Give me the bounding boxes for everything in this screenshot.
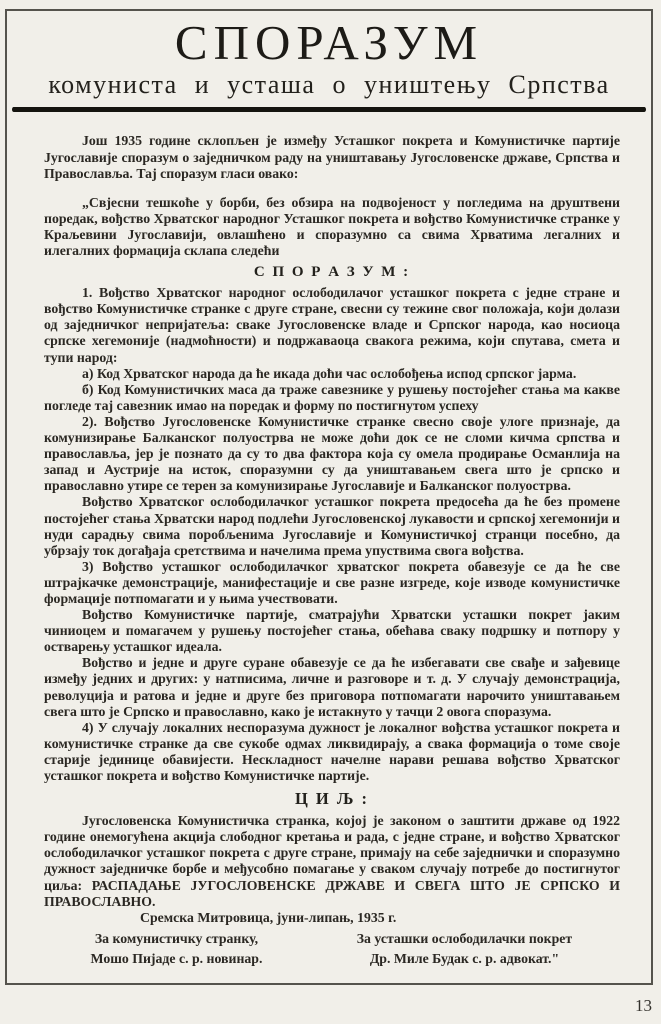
goal-paragraph: Југословенска Комунистичка странка, којој је законом о заштити државе од 1922 године онемогућена акција слободног кретања и рада, с једне стране, и вођство Хрватског ослободилачког усташког покрета с друге стране, примају на себе заједнички и споразумно дужност заједничке борбе и међусобно помагање у сваком случају потребе до постигнутог циља: РАСПАДАЊЕ ЈУГОСЛОВЕНСКЕ ДРЖАВЕ И СВЕГА ШТО ЈЕ СРПСКО И ПРАВОСЛАВНО. <box>44 813 620 909</box>
signature-right-name: Др. Миле Будак с. р. адвокат." <box>369 950 560 966</box>
agreement-point-4: 4) У случају локалних неспоразума дужност је локалног вођства усташког покрета и комунистичке странке да све сукобе одмах ликвидирају, а свака формација о томе своје старије јединице обавијести. Нескладност начелне нарави решава вођство Хрватског усташког покрета и вођство Комунистичке партије. <box>44 719 620 783</box>
goal-heading: Ц И Љ : <box>294 789 370 809</box>
agreement-mutual-obligation: Вођство и једне и друге суране обавезује се да ће избегавати све свађе и зађевице између једних и других: у натписима, личне и разговоре и т. д. У случају демонстрација, револуција и ратова и једне и друге без приговора потпомагати нарочито уништавањем свега што је Српско и православно, како је истакнуто у тачци 2 овога споразума. <box>44 655 620 719</box>
signature-right-party: За усташки ослободилачки покрет <box>356 930 573 946</box>
signature-communist-party <box>44 929 309 969</box>
intro-paragraph-1: Још 1935 године склопљен је између Усташког покрета и Комунистичке партије Југославије споразум о заједничком раду на уништавању Југословенске државе, Српства и Православља. Тај споразум гласи овако: <box>44 133 620 181</box>
page-number: 13 <box>635 996 652 1015</box>
agreement-point-3: 3) Вођство усташког ослободилачког хрватског покрета обавезује се да ће све штрајкачке демонстрације, манифестације и све разне изгреде, које изводе комунистичке формације потпомагати и у њима учествовати. <box>44 558 620 606</box>
document-frame <box>5 9 653 985</box>
agreement-point-2-addendum: Вођство Хрватског ослободилачког усташког покрета предосећа да ће без промене постојећег стања Хрватски народ подлећи Југословенској лукавости и српској хегемонији и нуди сарадњу свима поробљенима Југославије и Комунистичкој странци посебно, да убрзају ток догађаја сретствима и начелима према упуствима свога вођства. <box>44 494 620 558</box>
intro-paragraph-2: „Свјесни тешкоће у борби, без обзира на подвојеност у погледима на друштвени поредак, вођство Хрватског народног Усташког покрета и вођство Комунистичке странке у Краљевини Југославији, овлашћено и споразумно са свима Хрватима легалних и илегалних формација склапа следећи <box>44 194 620 258</box>
agreement-point-3-addendum: Вођство Комунистичке партије, сматрајући Хрватски усташки покрет јаким чиниоцем и помагачем у рушењу постојећег стања, обећава сваку подршку и потпору у остварењу усташког идеала. <box>44 607 620 655</box>
signature-left-name: Мошо Пијаде с. р. новинар. <box>90 950 263 966</box>
signature-left-party: За комунистичку странку, <box>94 930 259 946</box>
agreement-point-1: 1. Вођство Хрватског народног ослободилачог усташког покрета с једне стране и вођство Комунистичке странке с друге стране, свесни су тежине свог положаја, који долази од заједничког непријатеља: сваке Југословенске владе и Српског народа, као носиоца српске хегемоније (надмоћности) и подржаваоца свакога режима, који спутава, смета и тупи народ: <box>44 285 620 365</box>
agreement-point-2: 2). Вођство Југословенске Комунистичке странке свесно своје улоге признаје, да комунизирање Балканског полуострва не може доћи док се не сломи кичма српства и православља, јер је познато да су то два фактора која су омела продирање Османлија на запад и Аустрије на исток, споразумни су да уништавањем свега што је српско и православно утире се терен за комунизирање Југославије и Балканског полуострва. <box>44 413 620 494</box>
document-subtitle: комуниста и усташа о уништењу Српства <box>48 70 610 100</box>
document-header <box>7 11 651 112</box>
signature-block <box>44 929 620 969</box>
dateline: Сремска Митровица, јуни-липањ, 1935 г. <box>140 909 397 925</box>
document-title: СПОРАЗУМ <box>174 15 484 70</box>
agreement-point-1b: б) Код Комунистичких маса да траже савезнике у рушењу постојећег стања ма какве погледе тај савезник имао на поредак и форму по постигнутом успеху <box>44 381 620 413</box>
signature-ustasha-movement <box>309 929 620 969</box>
document-body <box>7 112 651 968</box>
agreement-point-1a: а) Код Хрватског народа да ће икада доћи час ослобођења испод српског јарма. <box>82 365 577 381</box>
agreement-heading: С П О Р А З У М : <box>253 264 411 281</box>
